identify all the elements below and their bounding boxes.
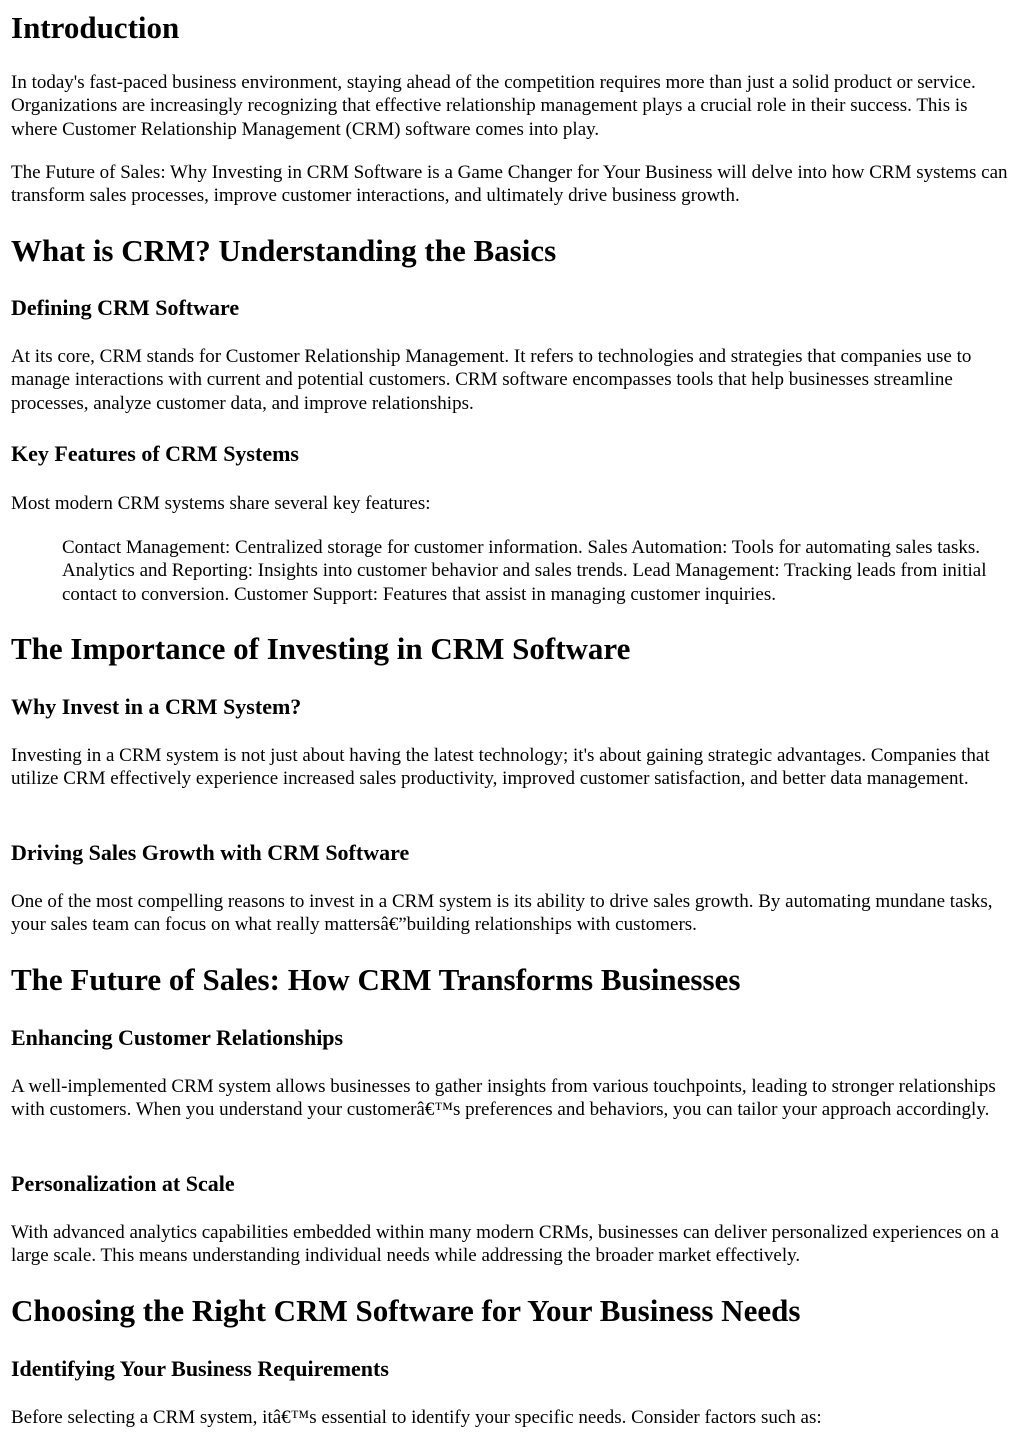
paragraph-key-features: Most modern CRM systems share several key features: bbox=[11, 493, 431, 514]
heading-customer-relationships: Enhancing Customer Relationships bbox=[11, 1025, 344, 1050]
features-blockquote: Contact Management: Centralized storage for customer information. Sales Automation: Tools for automating sales tasks. Analytics and Reporting: Insights into customer behavior and sales trends. Lead Management: Tracking leads from initial contact to conversion. Customer Support: Features that assist in managing customer inquiries. bbox=[62, 537, 987, 605]
heading-introduction: Introduction bbox=[11, 10, 180, 45]
paragraph-personalization: With advanced analytics capabilities embedded within many modern CRMs, businesses can deliver personalized experiences on a large scale. This means understanding individual needs while addressing the broader market effectively. bbox=[11, 1222, 999, 1267]
heading-sales-growth: Driving Sales Growth with CRM Software bbox=[11, 840, 410, 865]
heading-key-features: Key Features of CRM Systems bbox=[11, 441, 299, 466]
heading-business-requirements: Identifying Your Business Requirements bbox=[11, 1356, 389, 1381]
paragraph-intro-1: In today's fast-paced business environment, staying ahead of the competition requires more than just a solid product or service. Organizations are increasingly recognizing that effective relationship management plays a crucial role in their success. This is where Customer Relationship Management (CRM) software comes into play. bbox=[11, 72, 976, 140]
heading-why-invest: Why Invest in a CRM System? bbox=[11, 694, 302, 719]
heading-personalization: Personalization at Scale bbox=[11, 1171, 235, 1196]
paragraph-defining-crm: At its core, CRM stands for Customer Relationship Management. It refers to technologies and strategies that companies use to manage interactions with current and potential customers. CRM software encompasses tools that help businesses streamline processes, analyze customer data, and improve relationships. bbox=[11, 346, 972, 414]
heading-future-of-sales: The Future of Sales: How CRM Transforms Businesses bbox=[11, 962, 741, 997]
paragraph-customer-relationships: A well-implemented CRM system allows businesses to gather insights from various touchpoints, leading to stronger relationships with customers. When you understand your customerâ€™s preferences and behaviors, you can tailor your approach accordingly. bbox=[11, 1076, 996, 1121]
paragraph-sales-growth: One of the most compelling reasons to invest in a CRM system is its ability to drive sales growth. By automating mundane tasks, your sales team can focus on what really mattersâ€”building relationships with customers. bbox=[11, 891, 993, 936]
heading-choosing-crm: Choosing the Right CRM Software for Your Business Needs bbox=[11, 1293, 801, 1328]
heading-defining-crm: Defining CRM Software bbox=[11, 295, 240, 320]
paragraph-business-requirements: Before selecting a CRM system, itâ€™s essential to identify your specific needs. Consider factors such as: bbox=[11, 1407, 822, 1428]
paragraph-why-invest: Investing in a CRM system is not just about having the latest technology; it's about gaining strategic advantages. Companies that utilize CRM effectively experience increased sales productivity, improved customer satisfaction, and better data management. bbox=[11, 745, 990, 790]
paragraph-intro-2: The Future of Sales: Why Investing in CRM Software is a Game Changer for Your Business will delve into how CRM systems can transform sales processes, improve customer interactions, and ultimately drive business growth. bbox=[11, 162, 1008, 207]
heading-importance: The Importance of Investing in CRM Software bbox=[11, 631, 631, 666]
heading-what-is-crm: What is CRM? Understanding the Basics bbox=[11, 233, 557, 268]
